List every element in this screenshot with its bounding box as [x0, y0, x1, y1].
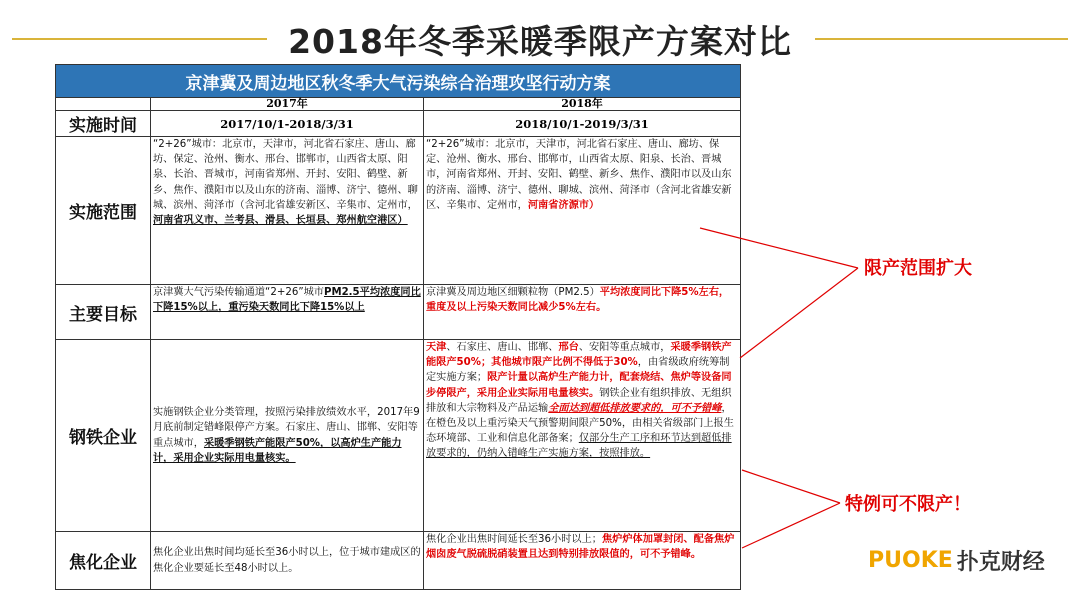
steel-2018-city-xingtai: 邢台: [558, 342, 579, 353]
row-label-time: 实施时间: [56, 111, 151, 137]
coking-2018-exception: 焦炉炉体加罩封闭、配备焦炉烟囱废气脱硫脱硝装置且达到特别排放限值的，可不予错峰。: [426, 534, 735, 561]
steel-2018-text-4: 钢铁企业有组织排放、无组织排放和大宗物料及产品运输: [426, 387, 732, 414]
time-2017: 2017/10/1-2018/3/31: [151, 111, 424, 137]
steel-2018-exception: 全面达到超低排放要求的，可不予错峰: [548, 402, 722, 414]
steel-2018-text-2: 、安阳等重点城市，: [578, 342, 671, 353]
time-2018: 2018/10/1-2019/3/31: [424, 111, 741, 137]
steel-2018-measure: 限产计量以高炉生产能力计，配套烧结、焦炉等设备同步停限产，采用企业实际用电量核实。: [426, 372, 732, 399]
scope-2017-added: 河南省巩义市、兰考县、滑县、长垣县、郑州航空港区）: [153, 215, 408, 227]
steel-2018-text-1: 、石家庄、唐山、邯郸、: [446, 342, 559, 353]
table-header: 京津冀及周边地区秋冬季大气污染综合治理攻坚行动方案: [56, 65, 741, 98]
arrow-scope: [700, 228, 858, 268]
column-2018: 2018年: [424, 98, 741, 111]
row-label-steel: 钢铁企业: [56, 340, 151, 532]
arrow-steel-exception: [742, 470, 840, 503]
logo-text-cn: 扑克财经: [956, 549, 1045, 575]
goal-2017-target: PM2.5平均浓度同比下降15%以上，重污染天数同比下降15%以上: [153, 287, 421, 314]
goal-2018-text: 京津冀及周边地区细颗粒物（PM2.5）: [426, 287, 600, 298]
page-title: 2018年冬季采暖季限产方案对比: [288, 22, 792, 61]
steel-2018-text-3: ，由省级政府统筹制定实施方案；: [426, 357, 730, 384]
row-label-scope: 实施范围: [56, 137, 151, 285]
column-2017: 2017年: [151, 98, 424, 111]
scope-2017-text: “2+26”城市：北京市，天津市，河北省石家庄、唐山、廊坊、保定、沧州、衡水、邢台、邯郸市，山西省太原、阳泉、长治、晋城市，河南省郑州、开封、安阳、鹤壁、新乡、焦作、濮阳市以及山东的济南、淄博、济宁、德州、聊城、滨州、菏泽市（含河北省雄安新区、辛集市、定州市，: [153, 139, 418, 211]
steel-2018-partial: 仅部分生产工序和环节达到超低排放要求的，仍纳入错峰生产实施方案，按照排放。: [426, 433, 732, 460]
brand-logo: [868, 545, 1045, 575]
steel-2017-limit: 采暖季钢铁产能限产50%，以高炉生产能力计，采用企业实际用电量核实。: [153, 437, 402, 464]
arrow-coking-exception: [742, 503, 840, 548]
steel-2018-limit: 采暖季钢铁产能限产50%；其他城市限产比例不得低于30%: [426, 342, 732, 369]
steel-2017-text: 实施钢铁企业分类管理，按照污染排放绩效水平，2017年9月底前制定错峰限停产方案。石家庄、唐山、邯郸、安阳等重点城市，: [153, 407, 420, 449]
goal-2018-target: 平均浓度同比下降5%左右，重度及以上污染天数同比减少5%左右。: [426, 287, 730, 314]
scope-2018-text: “2+26”城市：北京市，天津市，河北省石家庄、唐山、廊坊、保定、沧州、衡水、邢台、邯郸市，山西省太原、阳泉、长治、晋城市，河南省郑州、开封、安阳、鹤壁、新乡、焦作、濮阳市以及山东的济南、淄博、济宁、德州、聊城、滨州、菏泽市（含河北省雄安新区、辛集市、定州市，: [426, 139, 732, 211]
scope-2018-added: 河南省济源市）: [527, 199, 600, 211]
steel-2018-text-5: ，在橙色及以上重污染天气预警期间限产50%，由相关省级部门上报生态环境部、工业和信息化部备案；: [426, 402, 734, 445]
row-label-goal: 主要目标: [56, 285, 151, 340]
coking-2017: 焦化企业出焦时间均延长至36小时以上，位于城市建成区的焦化企业要延长至48小时以上。: [151, 532, 424, 590]
steel-2018-city-tianjin: 天津: [426, 342, 447, 353]
annotation-scope-expand: 限产范围扩大: [864, 258, 972, 279]
goal-2017-text: 京津冀大气污染传输通道“2+26”城市: [153, 287, 324, 298]
arrow-steel-top: [740, 268, 858, 358]
coking-2018-text: 焦化企业出焦时间延长至36小时以上；: [426, 534, 602, 545]
annotation-exception: 特例可不限产！: [845, 494, 971, 515]
row-label-coking: 焦化企业: [56, 532, 151, 590]
logo-text-en: PUOKE: [868, 547, 953, 573]
